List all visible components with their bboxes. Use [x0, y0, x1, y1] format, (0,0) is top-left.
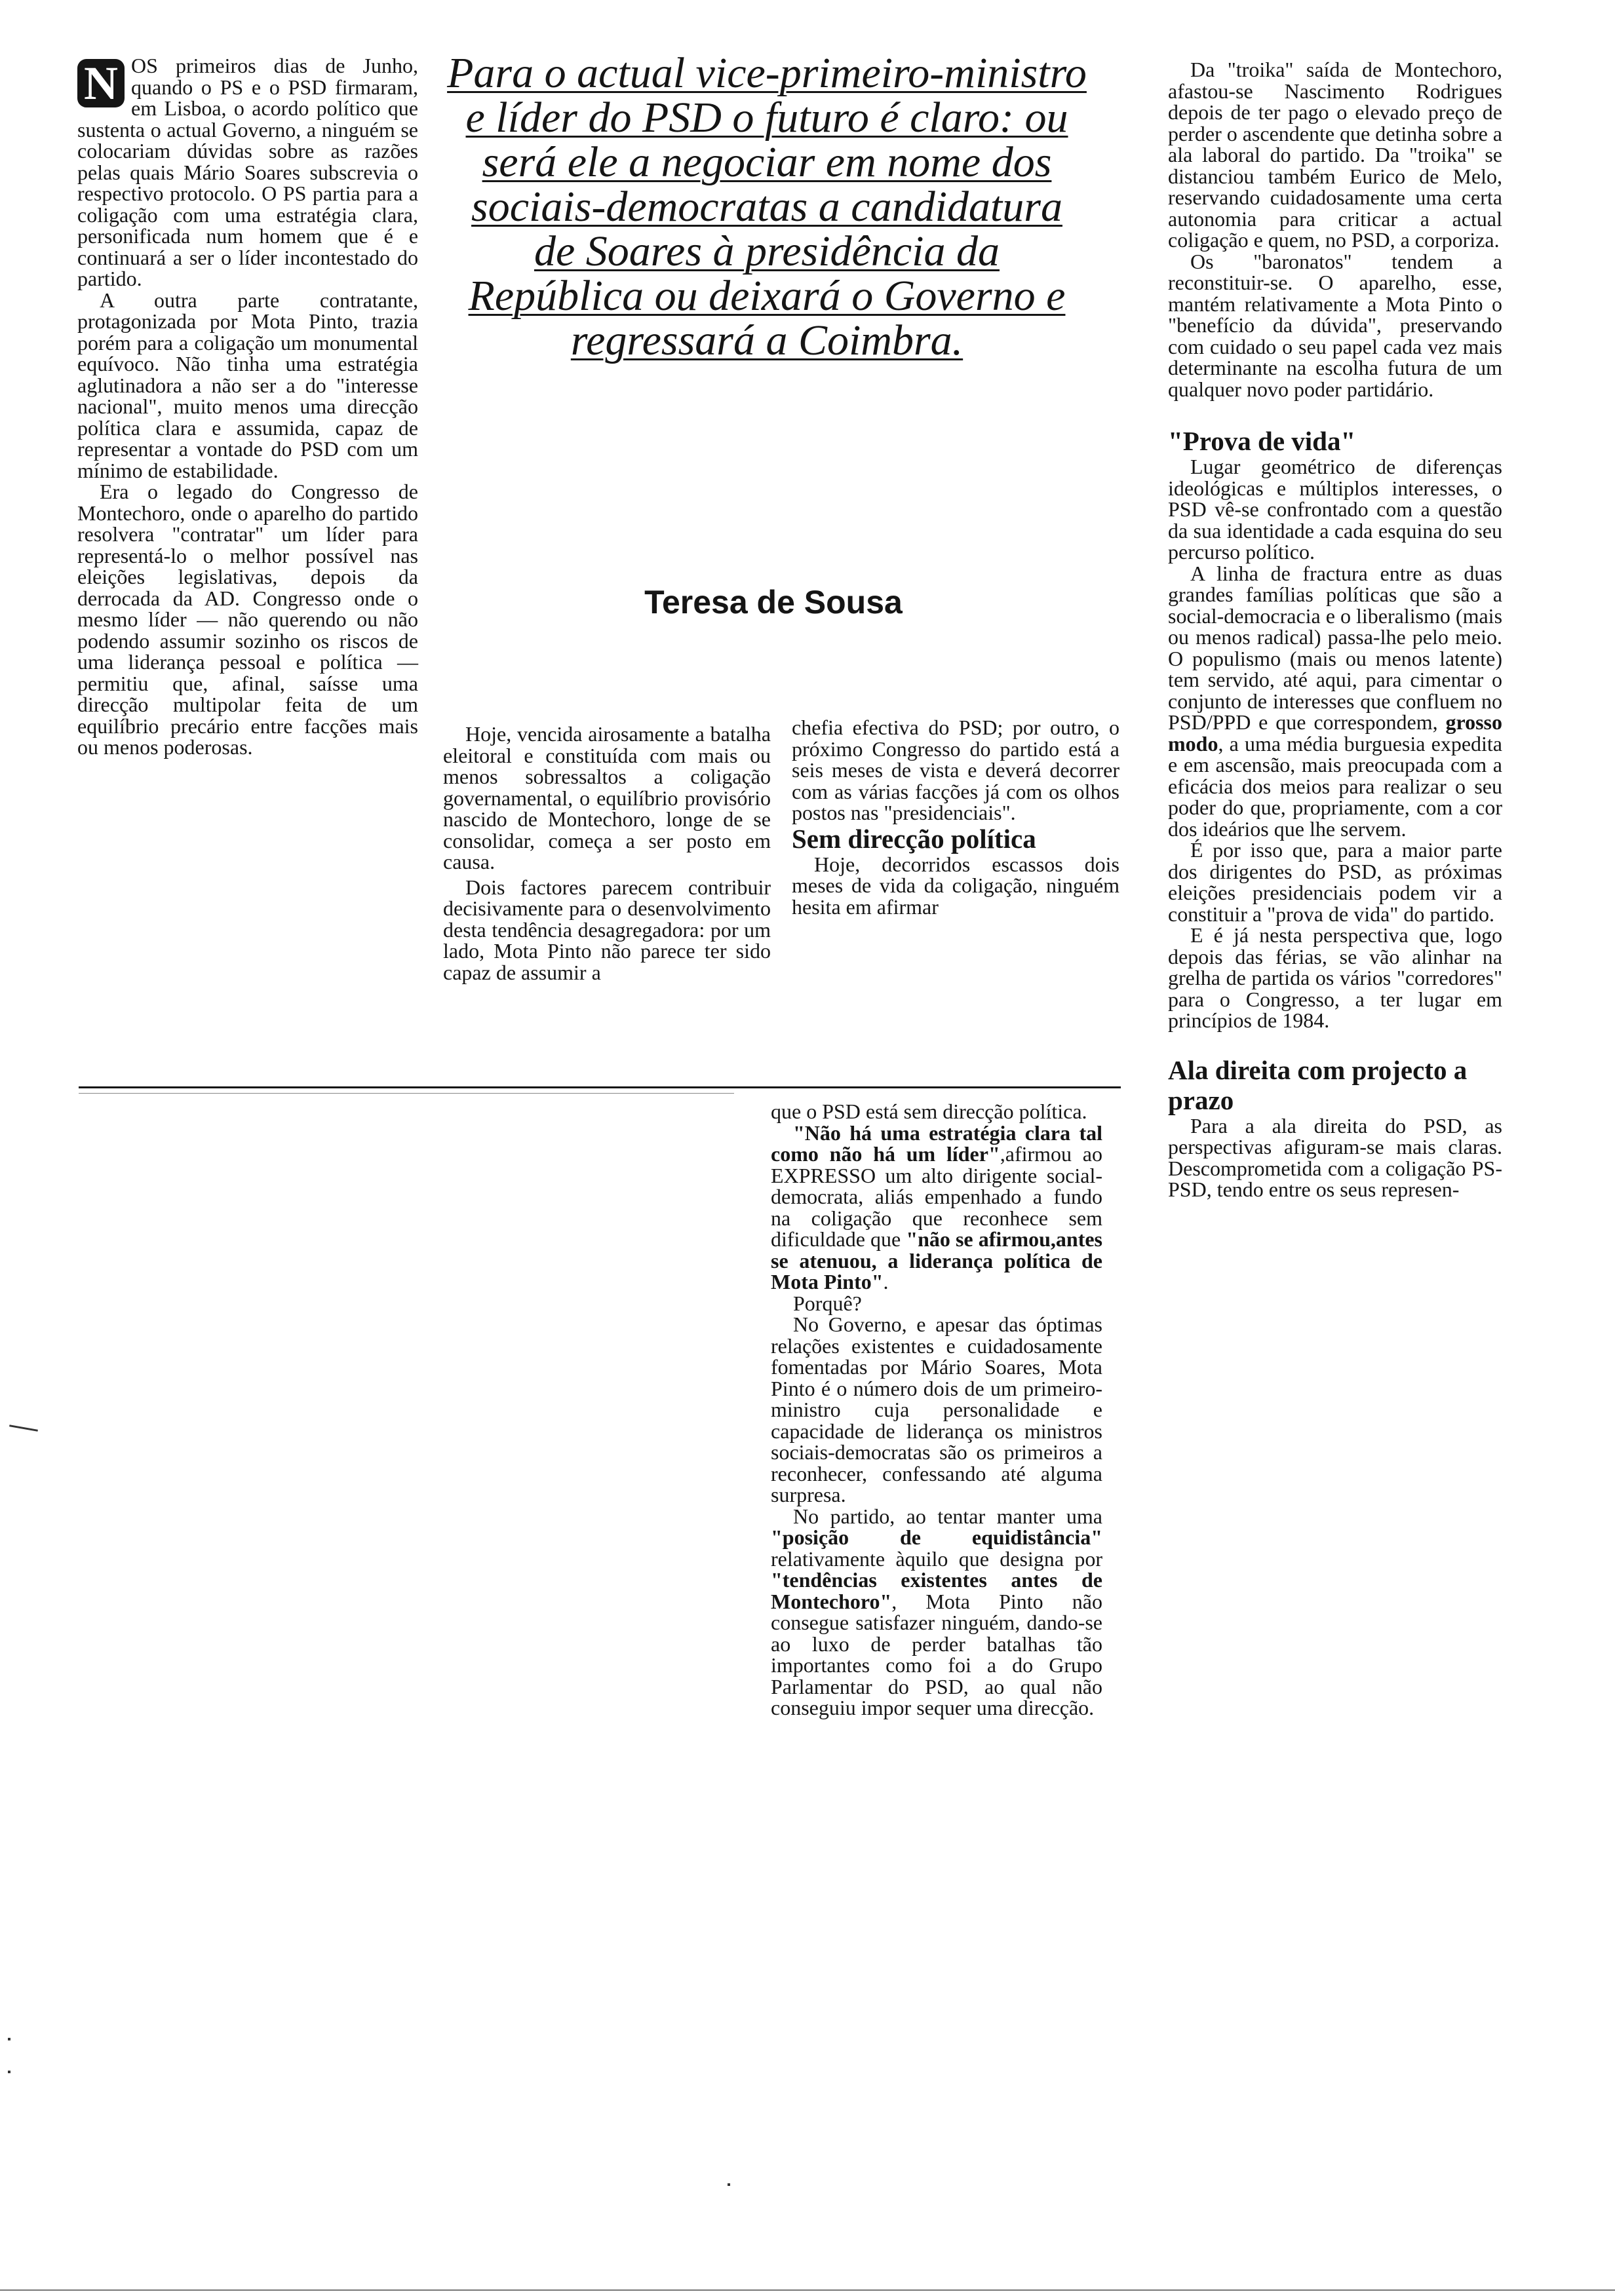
paragraph: que o PSD está sem direcção política. — [771, 1100, 1087, 1123]
quote: "não se afirmou,antes se atenuou, a liderança política de Mota Pinto" — [771, 1227, 1103, 1293]
drop-cap: N — [77, 59, 125, 107]
scan-mark — [0, 2289, 1615, 2291]
column-4 — [1168, 59, 1502, 1200]
paragraph: Dois factores parecem contribuir decisivamente para o desenvolvimento desta tendência desagregadora: por um lado, Mota Pinto não parece ter sido capaz de assumir a — [443, 875, 771, 984]
paragraph: Porquê? — [793, 1291, 862, 1315]
paragraph: Hoje, decorridos escassos dois meses de vida da coligação, ninguém hesita em afirmar — [792, 852, 1119, 919]
paragraph: Para a ala direita do PSD, as perspectivas afiguram-se mais claras. Descomprometida com a coligação PS-PSD, tendo entre os seus represen- — [1168, 1113, 1502, 1201]
paragraph: A linha de fractura entre as duas grandes famílias políticas que são a social-democracia e o liberalismo (mais ou menos radical) passa-lhe pelo meio. O populismo (mais ou menos latente) tem servido, até aqui, para cimentar o conjunto de interesses que confluem no PSD/PPD e que correspondem, grosso modo, a uma média burguesia expedita e em ascensão, mais preocupada com a eficácia dos meios para realizar o seu poder do que, propriamente, com a cor dos ideários que lhe servem. — [1168, 561, 1503, 841]
scan-mark — [9, 1425, 38, 1432]
scan-mark — [8, 2038, 10, 2040]
divider-rule — [79, 1093, 734, 1094]
headline: Para o actual vice-primeiro-ministro e líder do PSD o futuro é claro: ou será ele a negociar em nome dos sociais-democratas a candidatura de Soares à presidência da República ou deixará o Governo e regressará a Coimbra. — [447, 49, 1087, 364]
quote: "Não há uma estratégia clara tal como não há um líder" — [771, 1120, 1102, 1166]
paragraph: É por isso que, para a maior parte dos dirigentes do PSD, as próximas eleições presidenciais podem vir a constituir a "prova de vida" do partido. — [1168, 838, 1502, 926]
paragraph: N OS primeiros dias de Junho, quando o PS e o PSD firmaram, em Lisboa, o acordo político que sustenta o actual Governo, a ninguém se colocariam dúvidas sobre as razões pelas quais Mário Soares subscrevia o respectivo protocolo. O PS partia para a coligação com uma estratégia clara, personificada num homem que é e continuará a ser o líder incontestado do partido. — [77, 54, 418, 290]
column-1 — [77, 55, 418, 758]
paragraph: Os "baronatos" tendem a reconstituir-se. O aparelho, esse, mantém relativamente a Mota Pinto o "benefício da dúvida", preservando com cuidado o seu papel cada vez mais determinante na escolha futura de um qualquer novo poder partidário. — [1168, 249, 1502, 401]
scan-mark — [728, 2183, 730, 2186]
subheading: Ala direita com projecto a prazo — [1168, 1054, 1468, 1115]
quote: "tendências existentes antes de Montechoro" — [771, 1568, 1102, 1613]
scan-mark — [8, 2071, 10, 2073]
paragraph: No partido, ao tentar manter uma "posição de equidistância" relativamente àquilo que designa por "tendências existentes antes de Montechoro", Mota Pinto não consegue satisfazer ninguém, dando-se ao luxo de perder batalhas tão importantes como foi a do Grupo Parlamentar do PSD, ao qual não conseguiu impor sequer uma direcção. — [771, 1504, 1102, 1719]
subheading: "Prova de vida" — [1168, 426, 1356, 456]
emphasis: grosso modo — [1168, 710, 1502, 756]
paragraph: Era o legado do Congresso de Montechoro, onde o aparelho do partido resolvera "contratar" um líder para representá-lo o melhor possível nas eleições legislativas, depois da derrocada da AD. Congresso onde o mesmo líder — não querendo ou não podendo assumir sozinho os riscos de uma liderança pessoal e política — permitiu que, afinal, saísse uma direcção multipolar feita de um equilíbrio precário entre facções mais ou menos poderosas. — [77, 480, 418, 759]
divider-rule — [79, 1086, 1121, 1088]
byline: Teresa de Sousa — [644, 584, 903, 621]
quote: "posição de equidistância" — [771, 1525, 1102, 1549]
paragraph: "Não há uma estratégia clara tal como não há um líder",afirmou ao EXPRESSO um alto dirigente social-democrata, aliás empenhado a fundo na coligação que reconhece sem dificuldade que "não se afirmou,antes se atenuou, a liderança política de Mota Pinto". — [771, 1120, 1103, 1293]
paragraph: A outra parte contratante, protagonizada por Mota Pinto, trazia porém para a coligação um monumental equívoco. Não tinha uma estratégia aglutinadora a não ser a do "interesse nacional", muito menos uma direcção política clara e assumida, capaz de representar a vontade do PSD com um mínimo de estabilidade. — [77, 288, 418, 482]
column-3-bottom — [771, 1101, 1102, 1719]
column-2 — [443, 723, 771, 983]
paragraph: chefia efectiva do PSD; por outro, o próximo Congresso do partido está a seis meses de vista e deverá decorrer com as várias facções já com os olhos postos nas "presidenciais". — [792, 716, 1119, 824]
column-3-top — [792, 717, 1119, 917]
paragraph: Da "troika" saída de Montechoro, afastou-se Nascimento Rodrigues depois de ter pago o elevado preço de perder o ascendente que detinha sobre a ala laboral do partido. Da "troika" se distanciou também Eurico de Melo, reservando cuidadosamente uma certa autonomia para criticar a actual coligação e quem, no PSD, a corporiza. — [1168, 58, 1502, 252]
subheading: Sem direcção política — [792, 823, 1036, 854]
paragraph: E é já nesta perspectiva que, logo depois das férias, se vão alinhar na grelha de partida os vários "corredores" para o Congresso, a ter lugar em princípios de 1984. — [1168, 923, 1502, 1032]
paragraph: Hoje, vencida airosamente a batalha eleitoral e constituída com mais ou menos sobressaltos a coligação governamental, o equilíbrio provisório nascido de Montechoro, longe de se consolidar, começa a ser posto em causa. — [443, 722, 771, 873]
paragraph: No Governo, e apesar das óptimas relações existentes e cuidadosamente fomentadas por Mário Soares, Mota Pinto é o número dois de um primeiro-ministro cuja personalidade e capacidade de liderança os ministros sociais-democratas são os primeiros a reconhecer, confessando até alguma surpresa. — [771, 1312, 1102, 1506]
paragraph: Lugar geométrico de diferenças ideológicas e múltiplos interesses, o PSD vê-se confrontado com a questão da sua identidade a cada esquina do seu percurso político. — [1168, 455, 1502, 564]
